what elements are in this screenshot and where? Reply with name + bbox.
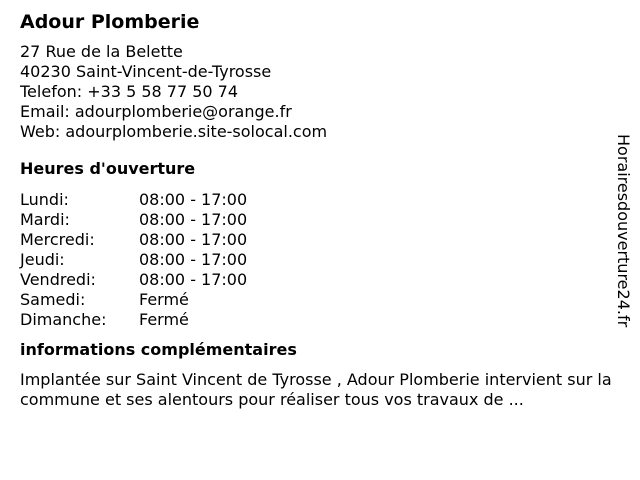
contact-block	[20, 42, 620, 142]
day-label: Mercredi:	[20, 230, 95, 249]
hours-row-friday	[20, 270, 620, 290]
email-line: Email: adourplomberie@orange.fr	[20, 102, 292, 121]
opening-hours-title: Heures d'ouverture	[20, 159, 196, 178]
time-value: 08:00 - 17:00	[139, 230, 248, 249]
additional-info-text: Implantée sur Saint Vincent de Tyrosse , Adour Plomberie intervient sur la commune et ses alentours pour réaliser tous vos travaux de ...	[20, 370, 612, 409]
day-label: Lundi:	[20, 190, 69, 209]
address-street: 27 Rue de la Belette	[20, 42, 183, 61]
time-value: 08:00 - 17:00	[139, 250, 248, 269]
website-line: Web: adourplomberie.site-solocal.com	[20, 122, 328, 141]
day-label: Dimanche:	[20, 310, 107, 329]
additional-info-title: informations complémentaires	[20, 340, 297, 359]
business-name: Adour Plomberie	[20, 11, 200, 33]
hours-row-saturday	[20, 290, 620, 310]
time-value: Fermé	[139, 310, 189, 329]
day-label: Vendredi:	[20, 270, 96, 289]
phone-line: Telefon: +33 5 58 77 50 74	[20, 82, 239, 101]
day-label: Jeudi:	[20, 250, 65, 269]
hours-row-wednesday	[20, 230, 620, 250]
address-city: 40230 Saint-Vincent-de-Tyrosse	[20, 62, 272, 81]
time-value: 08:00 - 17:00	[139, 270, 248, 289]
time-value: 08:00 - 17:00	[139, 210, 248, 229]
site-watermark: Horairesdouverture24.fr	[614, 134, 633, 328]
time-value: Fermé	[139, 290, 189, 309]
time-value: 08:00 - 17:00	[139, 190, 248, 209]
opening-hours-table	[20, 190, 620, 330]
day-label: Samedi:	[20, 290, 86, 309]
day-label: Mardi:	[20, 210, 70, 229]
hours-row-monday	[20, 190, 620, 210]
hours-row-tuesday	[20, 210, 620, 230]
business-card	[20, 10, 620, 410]
hours-row-thursday	[20, 250, 620, 270]
hours-row-sunday	[20, 310, 620, 330]
